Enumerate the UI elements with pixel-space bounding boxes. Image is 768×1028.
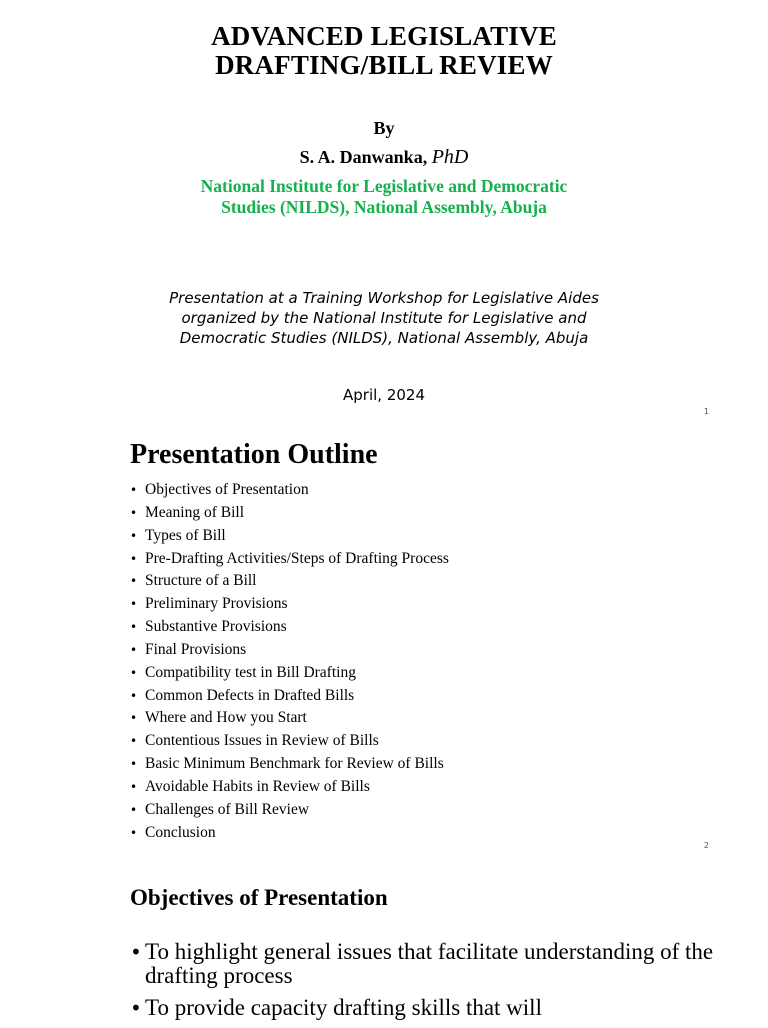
list-item: • Conclusion [130,822,449,845]
list-item: • Pre-Drafting Activities/Steps of Drafting Process [130,548,449,571]
by-label: By [373,118,395,138]
list-item: • To highlight general issues that facilitate understanding of the drafting process [130,940,730,988]
author [0,146,768,168]
subtitle-line-2: organized by the National Institute for Legislative and [181,309,587,327]
presentation-date: April, 2024 [343,386,425,404]
author-name: S. A. Danwanka, [299,147,428,167]
list-item: • To provide capacity drafting skills that will [130,996,730,1020]
list-item: • Where and How you Start [130,707,449,730]
list-item: • Common Defects in Drafted Bills [130,685,449,708]
subtitle-line-3: Democratic Studies (NILDS), National Assembly, Abuja [179,329,589,347]
institution-line-1: National Institute for Legislative and Democratic [200,176,568,196]
page-number-2: 2 [703,841,709,850]
presentation-subtitle [0,288,768,348]
list-item: • Preliminary Provisions [130,593,449,616]
institution-line-2: Studies (NILDS), National Assembly, Abuja [221,197,547,217]
objectives-list [130,940,730,1028]
slide-title-line-2: DRAFTING/BILL REVIEW [215,50,553,80]
outline-title: Presentation Outline [130,439,378,470]
list-item: • Objectives of Presentation [130,479,449,502]
list-item: • Types of Bill [130,525,449,548]
page-number-1: 1 [703,407,709,416]
list-item: • Avoidable Habits in Review of Bills [130,776,449,799]
slide-title-line-1: ADVANCED LEGISLATIVE [211,21,557,51]
author-degree: PhD [431,146,469,168]
slide-title [0,22,768,80]
list-item: • Final Provisions [130,639,449,662]
list-item: • Contentious Issues in Review of Bills [130,730,449,753]
outline-list [130,479,449,845]
subtitle-line-1: Presentation at a Training Workshop for Legislative Aides [169,289,599,307]
list-item: • Compatibility test in Bill Drafting [130,662,449,685]
list-item: • Basic Minimum Benchmark for Review of Bills [130,753,449,776]
list-item: • Substantive Provisions [130,616,449,639]
objectives-title: Objectives of Presentation [130,885,388,910]
list-item: • Structure of a Bill [130,570,449,593]
list-item: • Meaning of Bill [130,502,449,525]
institution [0,176,768,218]
list-item: • Challenges of Bill Review [130,799,449,822]
